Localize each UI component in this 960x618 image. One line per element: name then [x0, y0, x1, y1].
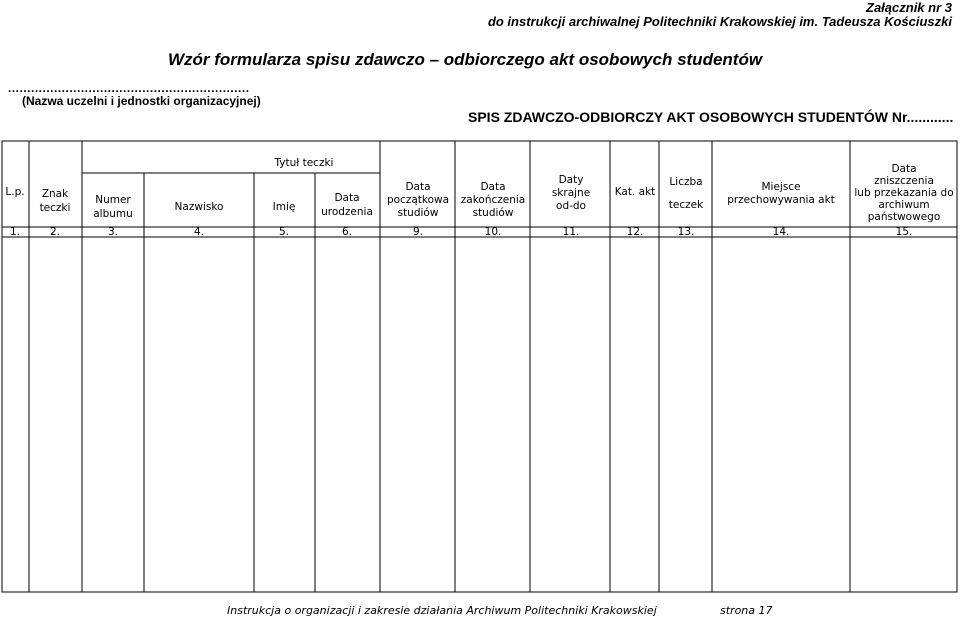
instruction-reference: do instrukcji archiwalnej Politechniki Krakowskiej im. Tadeusza Kościuszki: [487, 14, 952, 29]
col-header-data-zniszczenia: Data zniszczenia lub przekazania do archiwum państwowego: [854, 163, 954, 223]
column-number: 10.: [484, 226, 502, 238]
column-number: 1.: [9, 226, 21, 238]
col-header-liczba-teczek: Liczba teczek: [668, 176, 704, 211]
column-number: 14.: [772, 226, 790, 238]
column-numbers-row: [10, 226, 912, 238]
col-header-data-zakonczenia: Data zakończenia studiów: [460, 181, 526, 219]
column-number: 15.: [895, 226, 913, 238]
column-number: 6.: [341, 226, 353, 238]
column-number: 12.: [626, 226, 644, 238]
footer-text: Instrukcja o organizacji i zakresie działania Archiwum Politechniki Krakowskiej: [227, 604, 657, 617]
col-header-data-urodzenia: Data urodzenia: [321, 192, 373, 218]
col-header-miejsce: Miejsce przechowywania akt: [727, 181, 835, 206]
column-number: 2.: [49, 226, 61, 238]
column-number: 13.: [677, 226, 695, 238]
org-name-label: (Nazwa uczelni i jednostki organizacyjnej): [22, 94, 261, 108]
column-number: 9.: [412, 226, 424, 238]
footer-page-number: strona 17: [720, 604, 773, 617]
col-header-data-poczatkowa: Data początkowa studiów: [386, 181, 450, 219]
column-number: 4.: [193, 226, 205, 238]
column-number: 11.: [562, 226, 580, 238]
col-header-numer: Numer albumu: [93, 194, 133, 220]
col-header-daty-skrajne: Daty skrajne od-do: [551, 174, 591, 212]
column-number: 3.: [107, 226, 119, 238]
col-header-lp: L.p.: [5, 186, 25, 198]
annex-label: Załącznik nr 3: [866, 0, 952, 15]
spis-title: SPIS ZDAWCZO-ODBIORCZY AKT OSOBOWYCH STUDENTÓW Nr............: [468, 109, 954, 125]
col-header-nazwisko: Nazwisko: [174, 201, 224, 213]
col-header-imie: Imię: [272, 201, 296, 213]
col-header-kat-akt: Kat. akt: [614, 186, 656, 198]
form-title-text: Wzór formularza spisu zdawczo – odbiorczego akt osobowych studentów: [167, 50, 763, 69]
column-number: 5.: [278, 226, 290, 238]
col-header-znak: Znak teczki: [39, 188, 71, 214]
org-name-placeholder-dots: ...............................................................: [8, 81, 250, 95]
group-header-tytul: Tytuł teczki: [274, 157, 334, 169]
